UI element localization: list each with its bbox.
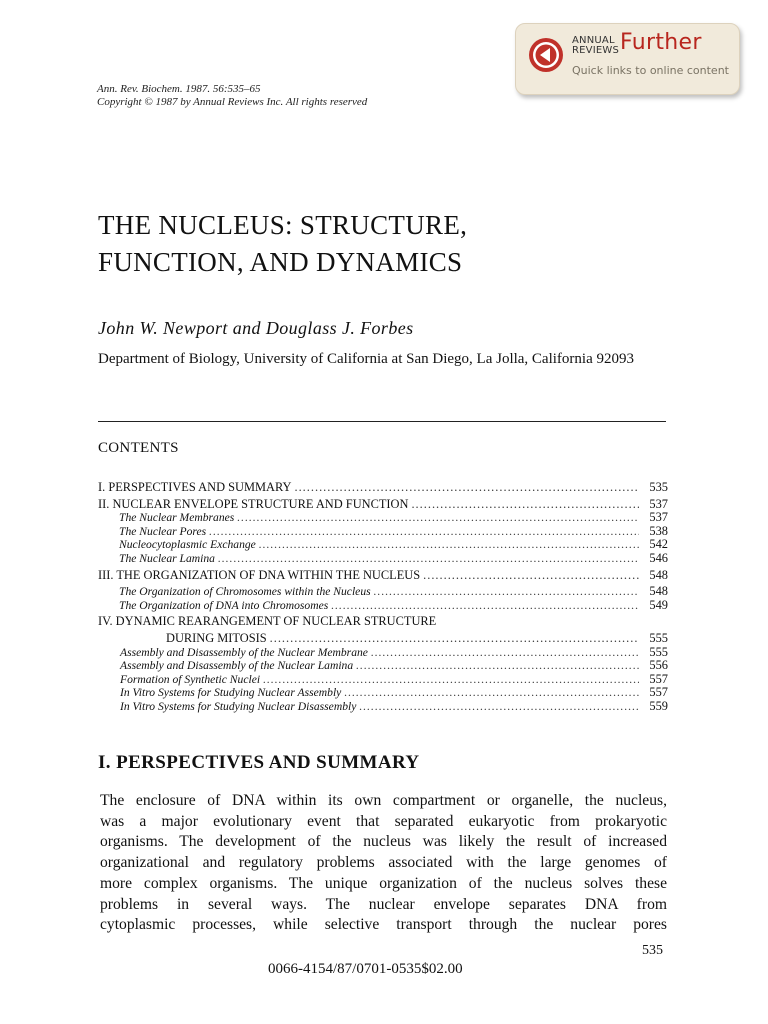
toc-leader [331, 599, 639, 613]
title-line: THE NUCLEUS: STRUCTURE, [98, 210, 468, 240]
divider [98, 421, 666, 422]
toc-entry [98, 525, 668, 539]
toc-label: DURING MITOSIS [166, 630, 267, 645]
toc-leader [411, 498, 639, 512]
toc-label: In Vitro Systems for Studying Nuclear Disassembly [120, 699, 357, 713]
toc-page: 555 [649, 630, 668, 645]
toc-page: 557 [649, 671, 668, 686]
toc-label: IV. DYNAMIC REARANGEMENT OF NUCLEAR STRUCTURE [98, 614, 437, 629]
toc-label: II. NUCLEAR ENVELOPE STRUCTURE AND FUNCTION [98, 496, 409, 511]
toc-leader [371, 646, 639, 660]
toc-page: 556 [649, 658, 668, 673]
toc-label: Assembly and Disassembly of the Nuclear Membrane [120, 645, 368, 659]
badge-subtitle: Quick links to online content [572, 64, 729, 77]
toc-leader [374, 585, 639, 599]
toc-leader [263, 673, 639, 687]
toc-entry [98, 498, 668, 512]
toc-entry [98, 511, 668, 525]
toc-page: 546 [649, 550, 668, 565]
body-line: was a major evolutionary event that separated eukaryotic from prokaryotic [100, 812, 667, 830]
toc-page: 542 [649, 537, 668, 552]
toc-page: 549 [649, 597, 668, 612]
annual-reviews-further-badge[interactable] [515, 23, 740, 95]
toc-leader [270, 632, 639, 646]
toc-label: The Nuclear Membranes [119, 511, 235, 525]
play-arrow-icon [528, 37, 564, 73]
toc-label: In Vitro Systems for Studying Nuclear Assembly [120, 686, 342, 700]
toc-page: 548 [649, 584, 668, 599]
article-title [98, 207, 467, 281]
table-of-contents [98, 481, 668, 714]
brand-annual: ANNUAL [572, 35, 615, 46]
body-line: The enclosure of DNA within its own compartment or organelle, the nucleus, [100, 792, 667, 809]
toc-entry [98, 599, 668, 613]
toc-page: 557 [649, 685, 668, 700]
toc-label: I. PERSPECTIVES AND SUMMARY [98, 480, 292, 494]
toc-leader [359, 700, 639, 714]
toc-entry [98, 700, 668, 714]
toc-entry [98, 646, 668, 660]
toc-label: The Organization of DNA into Chromosomes [119, 598, 329, 612]
toc-leader [344, 686, 639, 700]
body-line: organisms. The development of the nucleus was likely the result of increased [100, 833, 667, 851]
toc-leader [423, 569, 639, 583]
toc-entry [98, 686, 668, 700]
toc-entry [98, 552, 668, 566]
toc-entry [98, 569, 668, 583]
journal-citation: Ann. Rev. Biochem. 1987. 56:535–65 [97, 83, 261, 95]
toc-entry [98, 538, 668, 552]
toc-label: III. THE ORGANIZATION OF DNA WITHIN THE NUCLEUS [98, 567, 421, 582]
toc-label: Assembly and Disassembly of the Nuclear Lamina [120, 659, 354, 673]
toc-page: 559 [649, 698, 668, 713]
toc-page: 537 [649, 510, 668, 525]
body-line: cytoplasmic processes, while selective transport through the nuclear pores [100, 916, 667, 934]
toc-label: The Nuclear Pores [119, 524, 207, 538]
toc-label: The Organization of Chromosomes within the Nucleus [119, 585, 371, 599]
toc-entry [98, 615, 668, 629]
toc-leader [259, 538, 639, 552]
copyright-notice: Copyright © 1987 by Annual Reviews Inc. All rights reserved [97, 96, 368, 108]
authors: John W. Newport and Douglass J. Forbes [98, 318, 414, 338]
brand-reviews: REVIEWS [572, 45, 620, 56]
brand-further: Further [620, 30, 702, 55]
toc-entry [98, 481, 668, 495]
contents-heading: CONTENTS [98, 440, 179, 456]
section-heading: I. PERSPECTIVES AND SUMMARY [98, 752, 420, 773]
title-line: FUNCTION, AND DYNAMICS [98, 247, 463, 277]
toc-page: 535 [649, 480, 668, 494]
price-code: 0066-4154/87/0701-0535$02.00 [268, 961, 463, 977]
page-number: 535 [642, 943, 663, 958]
toc-entry [98, 632, 668, 646]
toc-leader [209, 525, 639, 539]
toc-entry [98, 659, 668, 673]
toc-page: 548 [649, 567, 668, 582]
body-paragraph [100, 791, 667, 936]
toc-page: 538 [649, 523, 668, 538]
affiliation: Department of Biology, University of California at San Diego, La Jolla, California 92093 [98, 351, 634, 367]
toc-leader [356, 659, 639, 673]
toc-entry [98, 585, 668, 599]
toc-leader [294, 481, 639, 495]
toc-leader [218, 552, 639, 566]
toc-page: 555 [649, 644, 668, 659]
toc-label: Nucleocytoplasmic Exchange [119, 538, 256, 552]
body-line: problems in several ways. The nuclear envelope separates DNA from [100, 895, 667, 913]
toc-label: Formation of Synthetic Nuclei [120, 672, 261, 686]
body-line: organizational and regulatory problems associated with the large genomes of [100, 854, 667, 872]
toc-leader [237, 511, 639, 525]
body-line: more complex organisms. The unique organization of the nucleus solves these [100, 874, 667, 892]
toc-page: 537 [649, 496, 668, 511]
toc-entry [98, 673, 668, 687]
toc-label: The Nuclear Lamina [119, 551, 215, 565]
